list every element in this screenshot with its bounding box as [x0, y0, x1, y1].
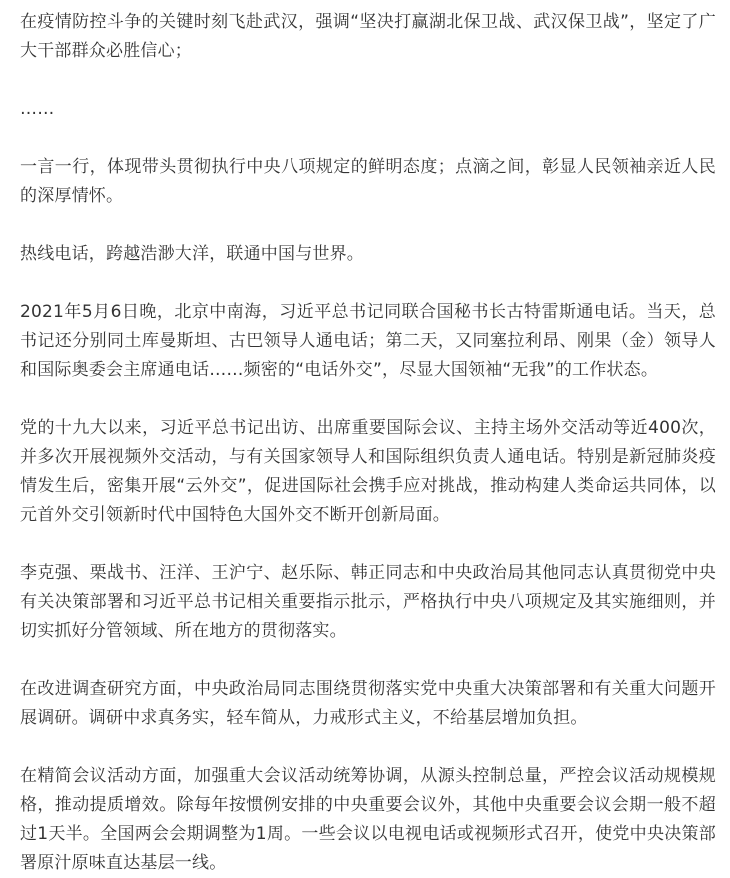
- paragraph-spacer: [20, 269, 716, 298]
- paragraph-ellipsis: ……: [20, 99, 55, 119]
- paragraph-hotline: 热线电话，跨越浩渺大洋，联通中国与世界。: [20, 244, 364, 264]
- paragraph-politburo-members: 李克强、栗战书、汪洋、王沪宁、赵乐际、韩正同志和中央政治局其他同志认真贯彻党中央有关决策部署和习近平总书记相关重要指示批示，严格执行中央八项规定及其实施细则，并切实抓好分管领域、所在地方的贯彻落实。: [20, 563, 716, 641]
- paragraph-phone-diplomacy: 2021年5月6日晚，北京中南海，习近平总书记同联合国秘书长古特雷斯通电话。当天，总书记还分别同土库曼斯坦、古巴领导人通电话；第二天，又同塞拉利昂、刚果（金）领导人和国际奥委会主席通电话……频密的“电话外交”，尽显大国领袖“无我”的工作状态。: [20, 302, 716, 380]
- paragraph-spacer: [20, 385, 716, 414]
- article-body: [20, 8, 716, 878]
- paragraph-head-of-state-diplomacy: 党的十九大以来，习近平总书记出访、出席重要国际会议、主持主场外交活动等近400次，并多次开展视频外交活动，与有关国家领导人和国际组织负责人通电话。特别是新冠肺炎疫情发生后，密集开展“云外交”，促进国际社会携手应对挑战，推动构建人类命运共同体，以元首外交引领新时代中国特色大国外交不断开创新局面。: [20, 418, 716, 525]
- paragraph-spacer: [20, 530, 716, 559]
- paragraph-spacer: [20, 646, 716, 675]
- paragraph-spacer: [20, 124, 716, 153]
- paragraph-spacer: [20, 733, 716, 762]
- paragraph-research: 在改进调查研究方面，中央政治局同志围绕贯彻落实党中央重大决策部署和有关重大问题开展调研。调研中求真务实，轻车简从，力戒形式主义，不给基层增加负担。: [20, 679, 716, 728]
- paragraph-meetings: 在精简会议活动方面，加强重大会议活动统筹协调，从源头控制总量，严控会议活动规模规格，推动提质增效。除每年按惯例安排的中央重要会议外，其他中央重要会议会期一般不超过1天半。全国两会会期调整为1周。一些会议以电视电话或视频形式召开，使党中央决策部署原汁原味直达基层一线。: [20, 766, 716, 873]
- paragraph-attitude: 一言一行，体现带头贯彻执行中央八项规定的鲜明态度；点滴之间，彰显人民领袖亲近人民的深厚情怀。: [20, 157, 716, 206]
- paragraph-spacer: [20, 211, 716, 240]
- paragraph-wuhan: 在疫情防控斗争的关键时刻飞赴武汉，强调“坚决打赢湖北保卫战、武汉保卫战”，坚定了广大干部群众必胜信心；: [20, 12, 716, 61]
- paragraph-spacer: [20, 66, 716, 95]
